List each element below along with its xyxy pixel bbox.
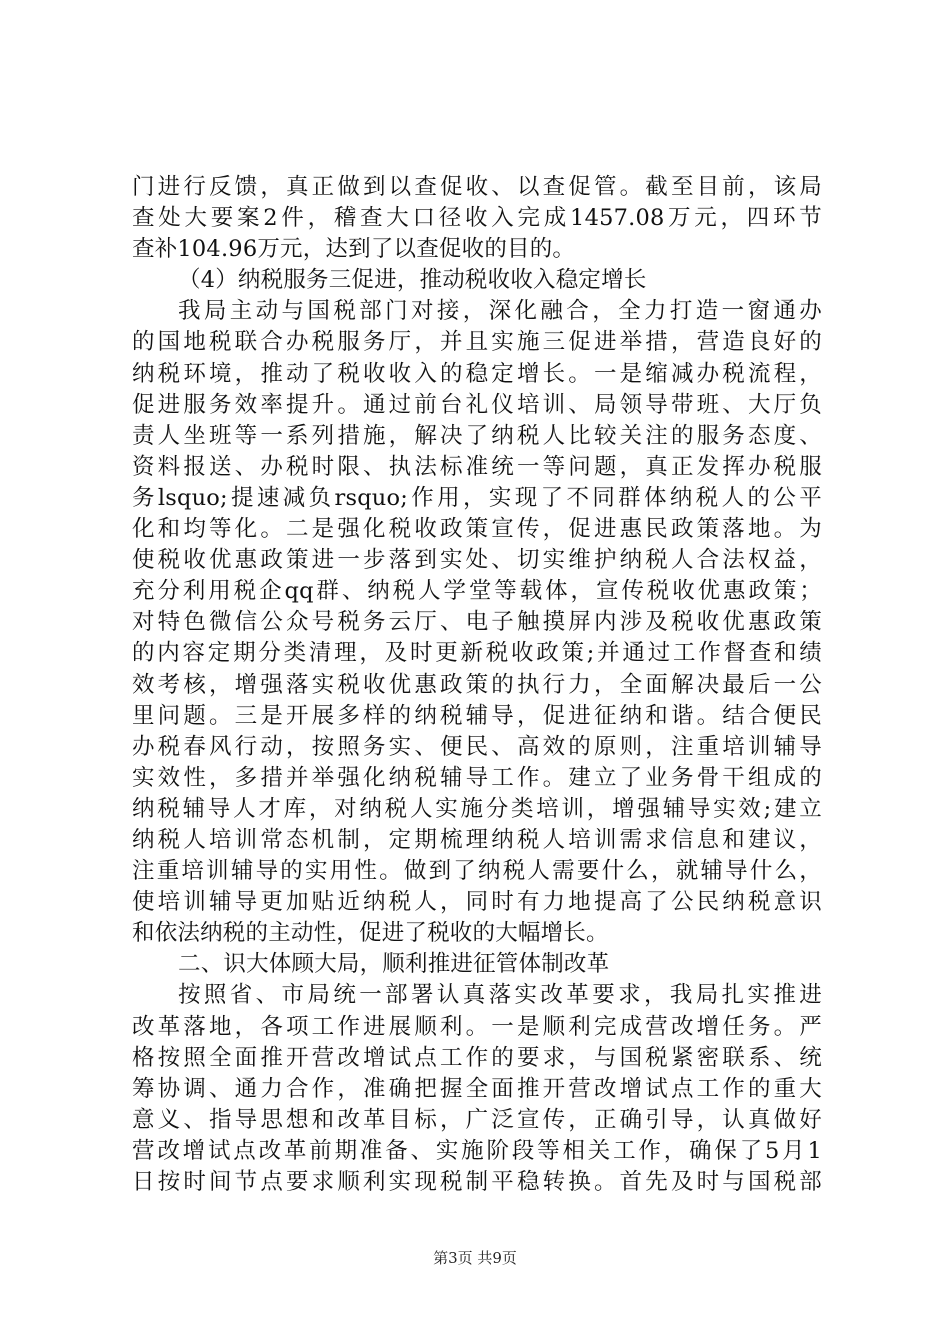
text-line: 的内容定期分类清理，及时更新税收政策;并通过工作督查和绩: [132, 640, 822, 667]
text-line: 效考核，增强落实税收优惠政策的执行力，全面解决最后一公: [132, 671, 822, 698]
text-line: 使培训辅导更加贴近纳税人，同时有力地提高了公民纳税意识: [132, 889, 822, 916]
text-line: 促进服务效率提升。通过前台礼仪培训、局领导带班、大厅负: [132, 391, 822, 418]
text-line: 门进行反馈，真正做到以查促收、以查促管。截至目前，该局: [132, 174, 822, 200]
text-line: 的国地税联合办税服务厅，并且实施三促进举措，营造良好的: [132, 329, 822, 356]
text-line: 我局主动与国税部门对接，深化融合，全力打造一窗通办: [178, 298, 822, 325]
paragraph-tax-service: [132, 296, 822, 949]
page-number: 第3页 共9页: [433, 1249, 517, 1267]
text-line: 责人坐班等一系列措施，解决了纳税人比较关注的服务态度、: [132, 422, 822, 449]
text-line: 格按照全面推开营改增试点工作的要求，与国税紧密联系、统: [132, 1044, 822, 1071]
text-line: 改革落地，各项工作进展顺利。一是顺利完成营改增任务。严: [132, 1013, 822, 1040]
text-line: 纳税人培训常态机制，定期梳理纳税人培训需求信息和建议，: [132, 826, 822, 853]
text-line: 和依法纳税的主动性，促进了税收的大幅增长。: [132, 920, 609, 947]
section-heading-tax-service: [132, 265, 822, 296]
text-line: 化和均等化。二是强化税收政策宣传，促进惠民政策落地。为: [132, 516, 822, 543]
document-body: [132, 172, 822, 1198]
text-line: 实效性，多措并举强化纳税辅导工作。建立了业务骨干组成的: [132, 764, 822, 791]
text-line: 营改增试点改革前期准备、实施阶段等相关工作，确保了5月1: [132, 1137, 822, 1164]
text-line: 对特色微信公众号税务云厅、电子触摸屏内涉及税收优惠政策: [132, 609, 822, 636]
text-line: 纳税环境，推动了税收收入的稳定增长。一是缩减办税流程，: [132, 360, 822, 387]
text-line: 查补104.96万元，达到了以查促收的目的。: [132, 236, 576, 263]
text-line: 务lsquo;提速减负rsquo;作用，实现了不同群体纳税人的公平: [132, 484, 822, 511]
text-line: 资料报送、办税时限、执法标准统一等问题，真正发挥办税服: [132, 453, 822, 480]
text-line: 按照省、市局统一部署认真落实改革要求，我局扎实推进: [178, 982, 822, 1009]
heading-line: 二、识大体顾大局，顺利推进征管体制改革: [178, 951, 610, 978]
text-line: 办税春风行动，按照务实、便民、高效的原则，注重培训辅导: [132, 733, 822, 760]
text-line: 筹协调、通力合作，准确把握全面推开营改增试点工作的重大: [132, 1075, 822, 1102]
section-heading-reform: [132, 949, 822, 980]
paragraph-continuation: [132, 172, 822, 265]
text-line: 里问题。三是开展多样的纳税辅导，促进征纳和谐。结合便民: [132, 702, 822, 729]
heading-line: （4）纳税服务三促进，推动税收收入稳定增长: [178, 267, 647, 294]
text-line: 充分利用税企qq群、纳税人学堂等载体，宣传税收优惠政策；: [132, 578, 822, 605]
text-line: 查处大要案2件，稽查大口径收入完成1457.08万元，四环节: [132, 205, 822, 232]
text-line: 使税收优惠政策进一步落到实处、切实维护纳税人合法权益，: [132, 547, 822, 574]
text-line: 注重培训辅导的实用性。做到了纳税人需要什么，就辅导什么，: [132, 858, 822, 885]
text-line: 意义、指导思想和改革目标，广泛宣传，正确引导，认真做好: [132, 1106, 822, 1133]
paragraph-reform: [132, 980, 822, 1198]
text-line: 日按时间节点要求顺利实现税制平稳转换。首先及时与国税部: [132, 1169, 822, 1195]
text-line: 纳税辅导人才库，对纳税人实施分类培训，增强辅导实效;建立: [132, 795, 822, 822]
